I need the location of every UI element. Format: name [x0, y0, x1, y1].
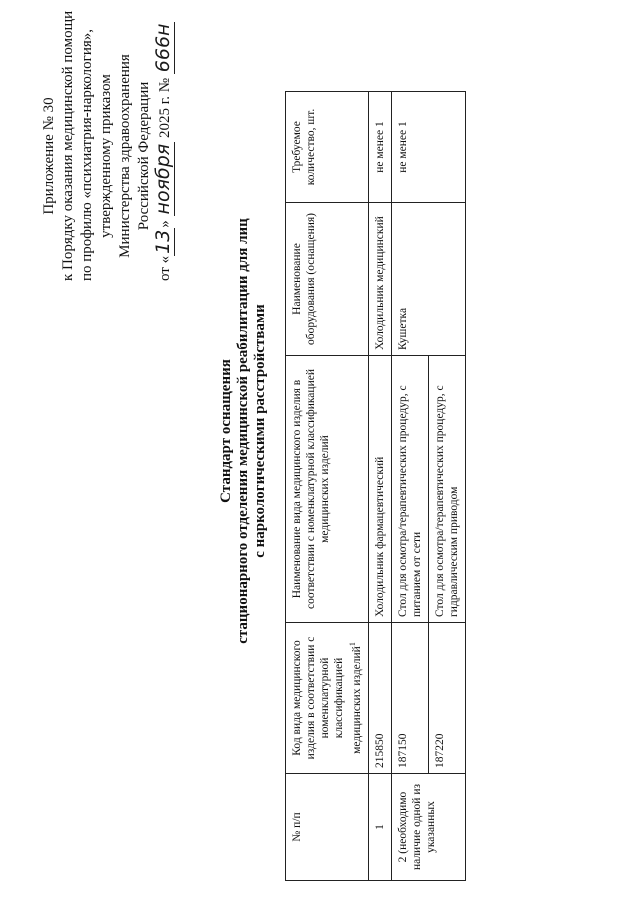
document-title — [218, 91, 269, 771]
header-line: к Порядку оказания медицинской помощи — [60, 10, 76, 281]
handwritten-month: ноября — [152, 143, 174, 215]
header-line: утвержденному приказом — [98, 74, 114, 238]
row-quantity: не менее 1 — [368, 92, 391, 203]
appendix-number: Приложение № 30 — [41, 97, 57, 215]
row-code: 215850 — [368, 623, 391, 774]
equipment-table — [285, 91, 466, 881]
title-line-2: стационарного отделения медицинской реабилитации для лиц — [235, 218, 251, 644]
table-row — [391, 92, 428, 881]
handwritten-day: 13 — [152, 229, 174, 254]
table-row — [368, 92, 391, 881]
row-device-name: Холодильник фармацевтический — [368, 356, 391, 623]
row-device-name: Стол для осмотра/терапевтических процедур, с питанием от сети — [391, 356, 428, 623]
order-date-line — [152, 23, 175, 281]
row-num: 1 — [368, 774, 391, 881]
row-equipment: Кушетка — [391, 203, 465, 356]
header-code: Код вида медицинского изделия в соответствии с номенклатурной классификацией медицинских изделий$^1$ — [286, 623, 369, 774]
handwritten-order-number: 666н — [152, 23, 174, 73]
row-quantity: не менее 1 — [391, 92, 465, 203]
header-line: Министерства здравоохранения — [117, 54, 133, 258]
row-num: 2 (необходимо наличие одной из указанных — [391, 774, 465, 881]
table-header-row — [286, 92, 369, 881]
date-prefix: от « — [157, 255, 173, 281]
date-mid: » — [157, 220, 173, 228]
title-line-3: с наркологическими расстройствами — [252, 304, 268, 558]
header-line: Российской Федерации — [136, 81, 152, 231]
title-line-1: Стандарт оснащения — [218, 359, 234, 503]
row-equipment: Холодильник медицинский — [368, 203, 391, 356]
header-num: № п/п — [286, 774, 369, 881]
row-code: 187150 — [391, 623, 428, 774]
appendix-header — [40, 10, 175, 281]
row-device-name: Стол для осмотра/терапевтических процедур, с гидравлическим приводом — [428, 356, 465, 623]
header-equipment: Наименование оборудования (оснащения) — [286, 203, 369, 356]
date-year: 2025 г. № — [157, 77, 173, 139]
header-device-name: Наименование вида медицинского изделия в соответствии с номенклатурной классификацией медицинских изделий — [286, 356, 369, 623]
header-line: по профилю «психиатрия-наркология», — [79, 29, 95, 281]
row-code: 187220 — [428, 623, 465, 774]
header-quantity: Требуемое количество, шт. — [286, 92, 369, 203]
